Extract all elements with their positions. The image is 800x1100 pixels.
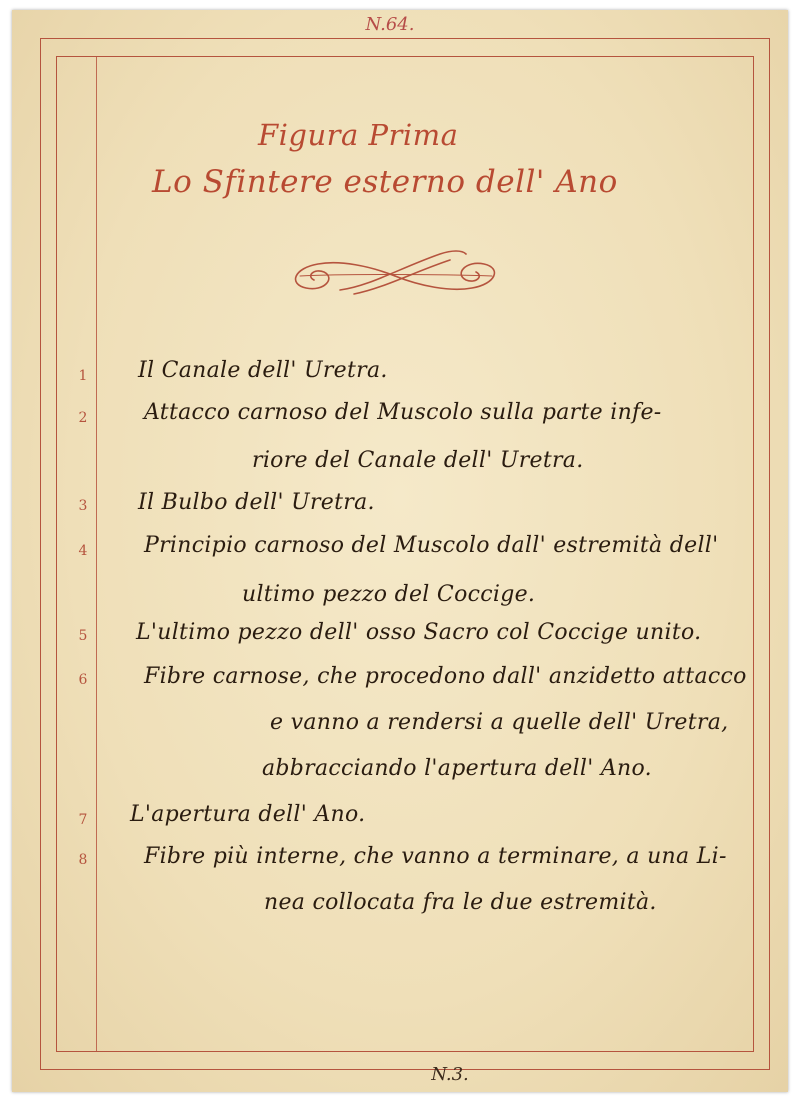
folio-number-top: N.64. [365,14,415,35]
entry-text: L'ultimo pezzo dell' osso Sacro col Coccige unito. [136,620,702,645]
entry-text: riore del Canale dell' Uretra. [252,448,584,473]
entry-text: nea collocata fra le due estremità. [264,890,657,915]
entry-number: 7 [78,812,88,828]
entry-text: L'apertura dell' Ano. [130,802,366,827]
entry-text: Principio carnoso del Muscolo dall' estremità dell' [144,533,719,558]
title-subject: Lo Sfintere esterno dell' Ano [152,164,618,200]
title-figure: Figura Prima [258,118,459,152]
entry-number: 1 [78,368,88,384]
entry-text: Fibre più interne, che vanno a terminare, a una Li- [144,844,727,869]
entry-number: 2 [78,410,88,426]
entry-text: abbracciando l'apertura dell' Ano. [262,756,652,781]
entry-number: 6 [78,672,88,688]
entry-number: 3 [78,498,88,514]
entry-text: e vanno a rendersi a quelle dell' Uretra, [270,710,729,735]
entry-text: Fibre carnose, che procedono dall' anzidetto attacco [144,664,747,689]
entry-text: Il Canale dell' Uretra. [138,358,388,383]
folio-number-bottom: N.3. [431,1064,469,1085]
entry-number: 8 [78,852,88,868]
calligraphic-flourish [280,238,510,308]
entry-text: Attacco carnoso del Muscolo sulla parte infe- [144,400,662,425]
entry-number: 5 [78,628,88,644]
entry-text: ultimo pezzo del Coccige. [242,582,536,607]
margin-rule [96,57,97,1051]
entry-number: 4 [78,543,88,559]
entry-text: Il Bulbo dell' Uretra. [138,490,375,515]
